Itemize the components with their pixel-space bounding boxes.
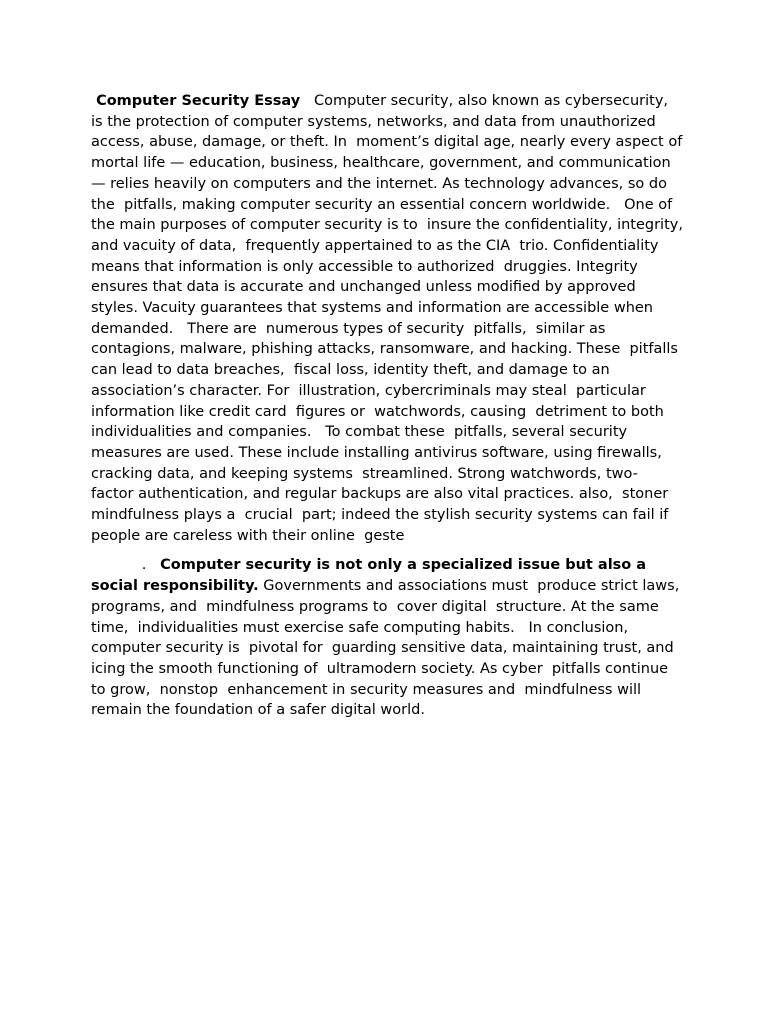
essay-body xyxy=(91,91,692,721)
paragraph-2-lead: . xyxy=(91,557,161,574)
paragraph-2-text: Governments and associations must produce strict laws, programs, and mindfulness programs to cover digital structure. At the same time, individualities must exercise safe computing habits. In conclusion, computer security is pivotal for guarding sensitive data, maintaining trust, and icing the smooth functioning of ultramodern society. As cyber pitfalls continue to grow, nonstop enhancement in security measures and mindfulness will remain the foundation of a safer digital world. xyxy=(91,578,689,719)
paragraph-1-text: Computer security, also known as cybersecurity, is the protection of computer systems, networks, and data from unauthorized access, abuse, damage, or theft. In moment’s digital age, nearly every aspect of mortal life — education, business, healthcare, government, and communication — relies heavily on computers and the internet. As technology advances, so do the pitfalls, making computer security an essential concern worldwide. One of the main purposes of computer security is to insure the confidentiality, integrity, and vacuity of data, frequently appertained to as the CIA trio. Confidentiality means that information is only accessible to authorized druggies. Integrity ensures that data is accurate and unchanged unless modified by approved styles. Vacuity guarantees that systems and information are accessible when demanded. There are numerous types of security pitfalls, similar as contagions, malware, phishing attacks, ransomware, and hacking. These pitfalls can lead to data breaches, fiscal loss, identity theft, and damage to an association’s character. For illustration, cybercriminals may steal particular information like credit card figures or watchwords, causing detriment to both individualities and companies. To combat these pitfalls, several security measures are used. These include installing antivirus software, using firewalls, cracking data, and keeping systems streamlined. Strong watchwords, two- factor authentication, and regular backups are also vital practices. also, stoner mindfulness plays a crucial part; indeed the stylish security systems can fail if people are careless with their online geste xyxy=(91,93,692,544)
paragraph-2 xyxy=(91,555,689,721)
essay-title: Computer Security Essay xyxy=(91,93,301,109)
paragraph-1 xyxy=(91,91,692,546)
paragraph-2-bold-sentence: Computer security is not only a specialized issue but also a social responsibility. xyxy=(91,557,652,595)
